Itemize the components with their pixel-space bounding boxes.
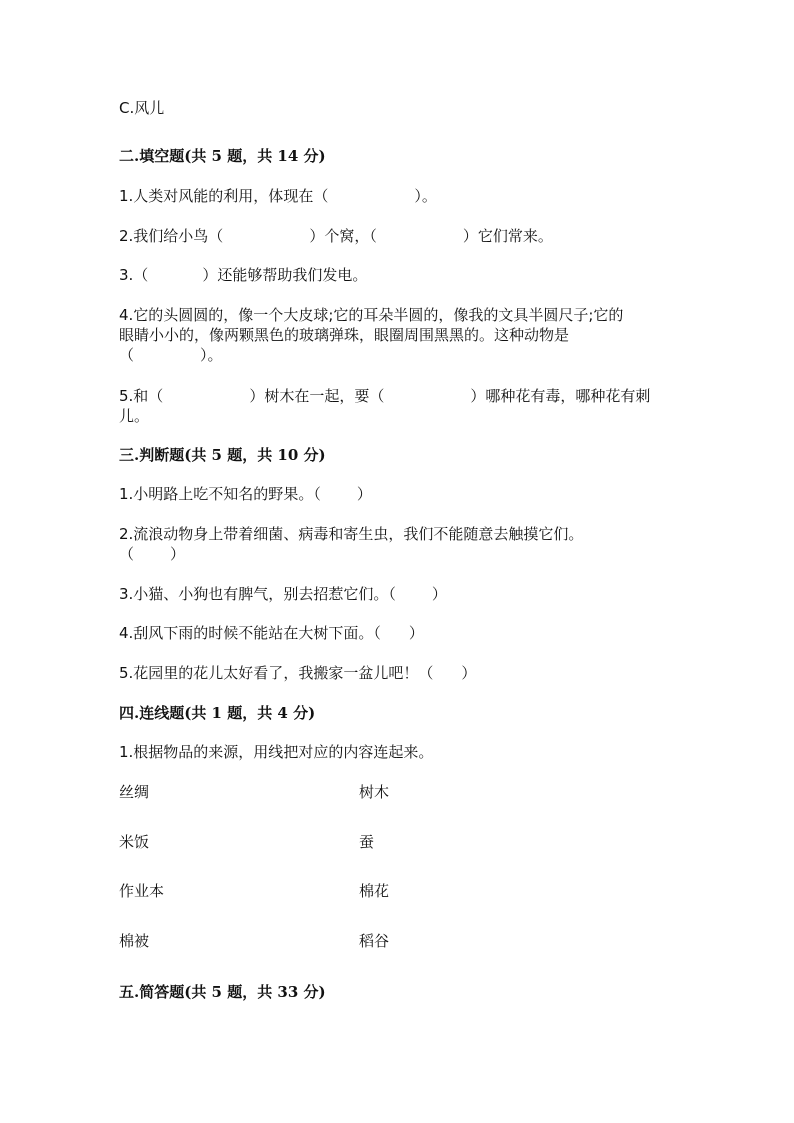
fill-q5-text-a: 5.和（	[119, 387, 164, 405]
tf-question-4	[119, 623, 424, 643]
fill-q2-text-b: ）个窝，（	[309, 227, 377, 245]
tf-q2-close: ）	[170, 545, 186, 563]
match-right-item[interactable]: 棉花	[359, 882, 390, 900]
tf-q4-close: ）	[408, 624, 424, 642]
fill-question-5-line-2: 儿。	[119, 407, 150, 425]
tf-q1-text: 1.小明路上吃不知名的野果。（	[119, 485, 321, 503]
fill-q2-text-a: 2.我们给小鸟（	[119, 227, 224, 245]
tf-q3-text: 3.小猫、小狗也有脾气，别去招惹它们。（	[119, 585, 396, 603]
fill-q4-text-b: ）。	[200, 346, 223, 364]
tf-question-3	[119, 584, 447, 604]
option-c: C.风儿	[119, 99, 165, 117]
tf-q1-close: ）	[356, 485, 372, 503]
tf-question-5	[119, 663, 476, 683]
fill-question-3	[119, 265, 367, 285]
match-right-item[interactable]: 蚕	[359, 833, 375, 851]
fill-question-4-line-1: 4.它的头圆圆的，像一个大皮球;它的耳朵半圆的，像我的文具半圆尺子;它的	[119, 306, 624, 324]
tf-q2-open: （	[119, 545, 135, 563]
fill-q4-text-a: （	[119, 346, 135, 364]
fill-q3-text-b: ）还能够帮助我们发电。	[202, 266, 368, 284]
fill-q5-text-c: ）哪种花有毒，哪种花有刺	[470, 387, 651, 405]
tf-question-1	[119, 484, 372, 504]
section-heading-matching: 四.连线题(共 1 题，共 4 分)	[119, 704, 316, 722]
fill-question-4-line-2: 眼睛小小的，像两颗黑色的玻璃弹珠，眼圈周围黑黑的。这种动物是	[119, 326, 570, 344]
match-right-item[interactable]: 树木	[359, 783, 390, 801]
tf-q5-close: ）	[461, 664, 477, 682]
match-left-item[interactable]: 棉被	[119, 932, 150, 950]
fill-q1-text-a: 1.人类对风能的利用，体现在（	[119, 187, 329, 205]
match-left-item[interactable]: 米饭	[119, 833, 150, 851]
tf-q3-close: ）	[431, 585, 447, 603]
section-heading-fill-blank: 二.填空题(共 5 题，共 14 分)	[119, 147, 326, 165]
tf-question-2-line-2	[119, 544, 185, 564]
tf-q4-text: 4.刮风下雨的时候不能站在大树下面。（	[119, 624, 381, 642]
fill-q1-text-b: ）。	[414, 187, 437, 205]
match-left-item[interactable]: 丝绸	[119, 783, 150, 801]
section-heading-short-answer: 五.简答题(共 5 题，共 33 分)	[119, 983, 326, 1001]
fill-question-2	[119, 226, 553, 246]
tf-question-2-line-1: 2.流浪动物身上带着细菌、病毒和寄生虫，我们不能随意去触摸它们。	[119, 525, 584, 543]
fill-question-1	[119, 186, 437, 206]
fill-q3-text-a: 3.（	[119, 266, 149, 284]
match-right-item[interactable]: 稻谷	[359, 932, 390, 950]
section-heading-true-false: 三.判断题(共 5 题，共 10 分)	[119, 446, 326, 464]
fill-question-5	[119, 386, 650, 406]
match-left-item[interactable]: 作业本	[119, 882, 165, 900]
matching-question-1: 1.根据物品的来源，用线把对应的内容连起来。	[119, 743, 434, 761]
fill-q5-text-b: ）树木在一起，要（	[249, 387, 385, 405]
fill-question-4-line-3	[119, 345, 223, 365]
fill-q2-text-c: ）它们常来。	[462, 227, 553, 245]
tf-q5-text: 5.花园里的花儿太好看了，我搬家一盆儿吧！（	[119, 664, 434, 682]
